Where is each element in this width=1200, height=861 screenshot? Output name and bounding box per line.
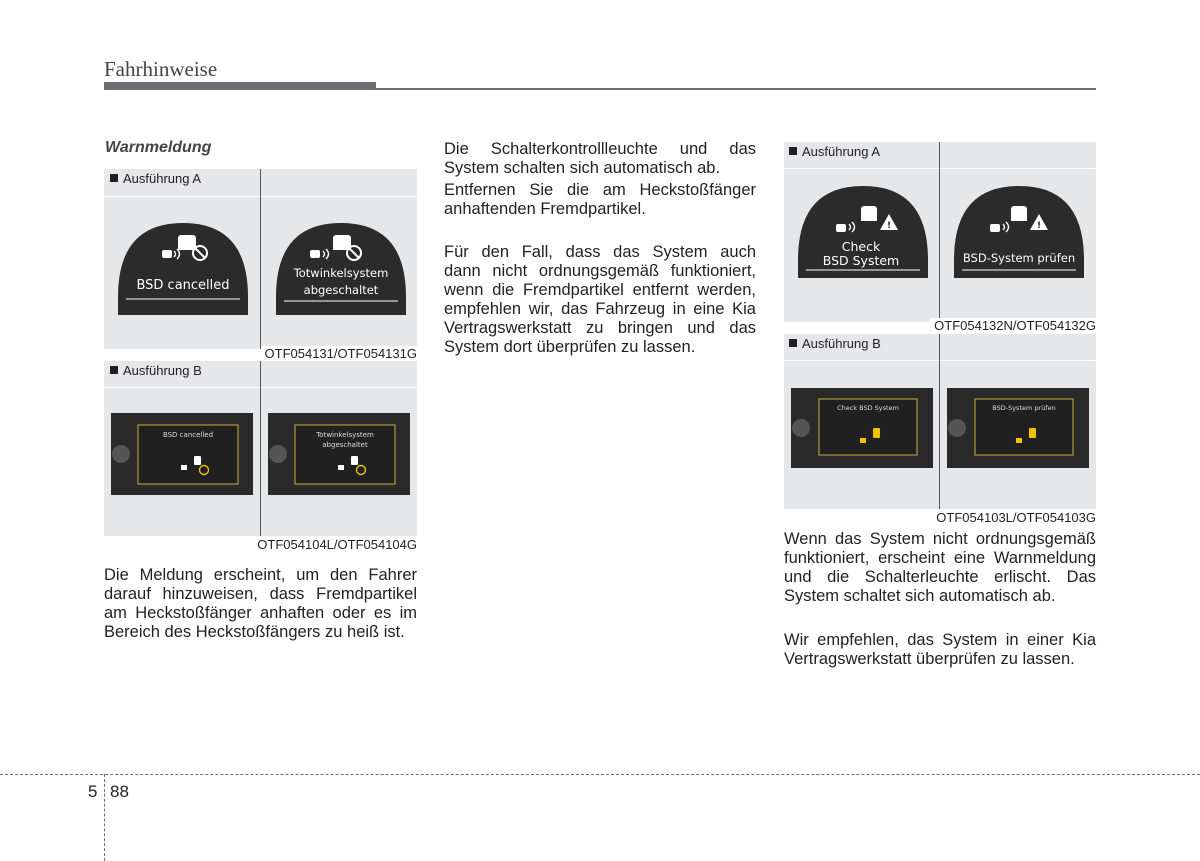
svg-text:Totwinkelsystem: Totwinkelsystem	[293, 266, 389, 280]
svg-text:Check: Check	[841, 239, 881, 254]
chapter-number: 5	[88, 782, 98, 801]
svg-text:BSD cancelled: BSD cancelled	[136, 278, 230, 293]
square-bullet-icon	[110, 366, 118, 374]
section-title: Fahrhinweise	[104, 57, 218, 81]
display-totwinkelsystem-abgeschaltet	[266, 217, 416, 329]
cluster-display-check-bsd	[791, 388, 933, 468]
square-bullet-icon	[789, 339, 797, 347]
figure-caption: OTF054132N/OTF054132G	[930, 318, 1096, 333]
right-paragraph-1: Wenn das System nicht ordnungsgemäß funktioniert, erscheint eine Warnmeldung und die Schalterleuchte erlischt. Das System schaltet sich automatisch ab.	[784, 530, 1096, 605]
middle-paragraph-2: Entfernen Sie die am Heckstoßfänger anhaftenden Fremdpartikel.	[444, 181, 756, 218]
svg-text:BSD System: BSD System	[822, 253, 900, 268]
figure-left-b	[104, 361, 417, 552]
display-bsd-cancelled	[108, 217, 258, 329]
figure-variant-label: Ausführung B	[110, 363, 202, 378]
cluster-display-totwinkelsystem	[268, 413, 410, 495]
figure-variant-label: Ausführung A	[110, 171, 201, 186]
svg-text:BSD-System prüfen: BSD-System prüfen	[992, 404, 1056, 412]
figure-left-a	[104, 169, 417, 361]
footer-rule	[0, 774, 1200, 775]
svg-text:BSD-System prüfen: BSD-System prüfen	[962, 251, 1076, 265]
display-check-bsd-system	[788, 180, 938, 292]
header-rule	[104, 88, 1096, 90]
figure-caption: OTF054104L/OTF054104G	[253, 537, 417, 552]
figure-caption: OTF054131/OTF054131G	[261, 346, 417, 361]
middle-paragraph-1: Die Schalterkontrollleuchte und das System schalten sich automatisch ab.	[444, 140, 756, 177]
cluster-display-bsd-cancelled	[111, 413, 253, 495]
square-bullet-icon	[110, 174, 118, 182]
figure-variant-label: Ausführung A	[789, 144, 880, 159]
display-bsd-system-pruefen	[944, 180, 1094, 292]
svg-text:abgeschaltet: abgeschaltet	[322, 441, 368, 449]
figure-caption: OTF054103L/OTF054103G	[932, 510, 1096, 525]
figure-right-a	[784, 142, 1096, 333]
square-bullet-icon	[789, 147, 797, 155]
svg-text:BSD cancelled: BSD cancelled	[162, 431, 214, 439]
svg-text:Totwinkelsystem: Totwinkelsystem	[316, 431, 374, 439]
figure-variant-label: Ausführung B	[789, 336, 881, 351]
svg-text:!: !	[1036, 221, 1042, 231]
right-paragraph-2: Wir empfehlen, das System in einer Kia Vertragswerkstatt überprüfen zu lassen.	[784, 631, 1096, 668]
page-number: 88	[110, 782, 129, 801]
figure-right-b	[784, 334, 1096, 525]
cluster-display-bsd-pruefen	[947, 388, 1089, 468]
svg-text:abgeschaltet: abgeschaltet	[303, 283, 379, 297]
section-heading: Warnmeldung	[105, 139, 212, 156]
footer-divider	[104, 774, 105, 861]
middle-paragraph-3: Für den Fall, dass das System auch dann nicht ordnungsgemäß funktioniert, wenn die Fremdpartikel entfernt werden, empfehlen wir, das Fahrzeug in eine Kia Vertragswerkstatt zu bringen und das System dort überprüfen zu lassen.	[444, 243, 756, 356]
left-paragraph: Die Meldung erscheint, um den Fahrer darauf hinzuweisen, dass Fremdpartikel am Heckstoßfänger anhaften oder es im Bereich des Heckstoßfängers zu heiß ist.	[104, 566, 417, 641]
svg-text:Check BSD System: Check BSD System	[837, 404, 899, 412]
svg-text:!: !	[886, 221, 892, 231]
